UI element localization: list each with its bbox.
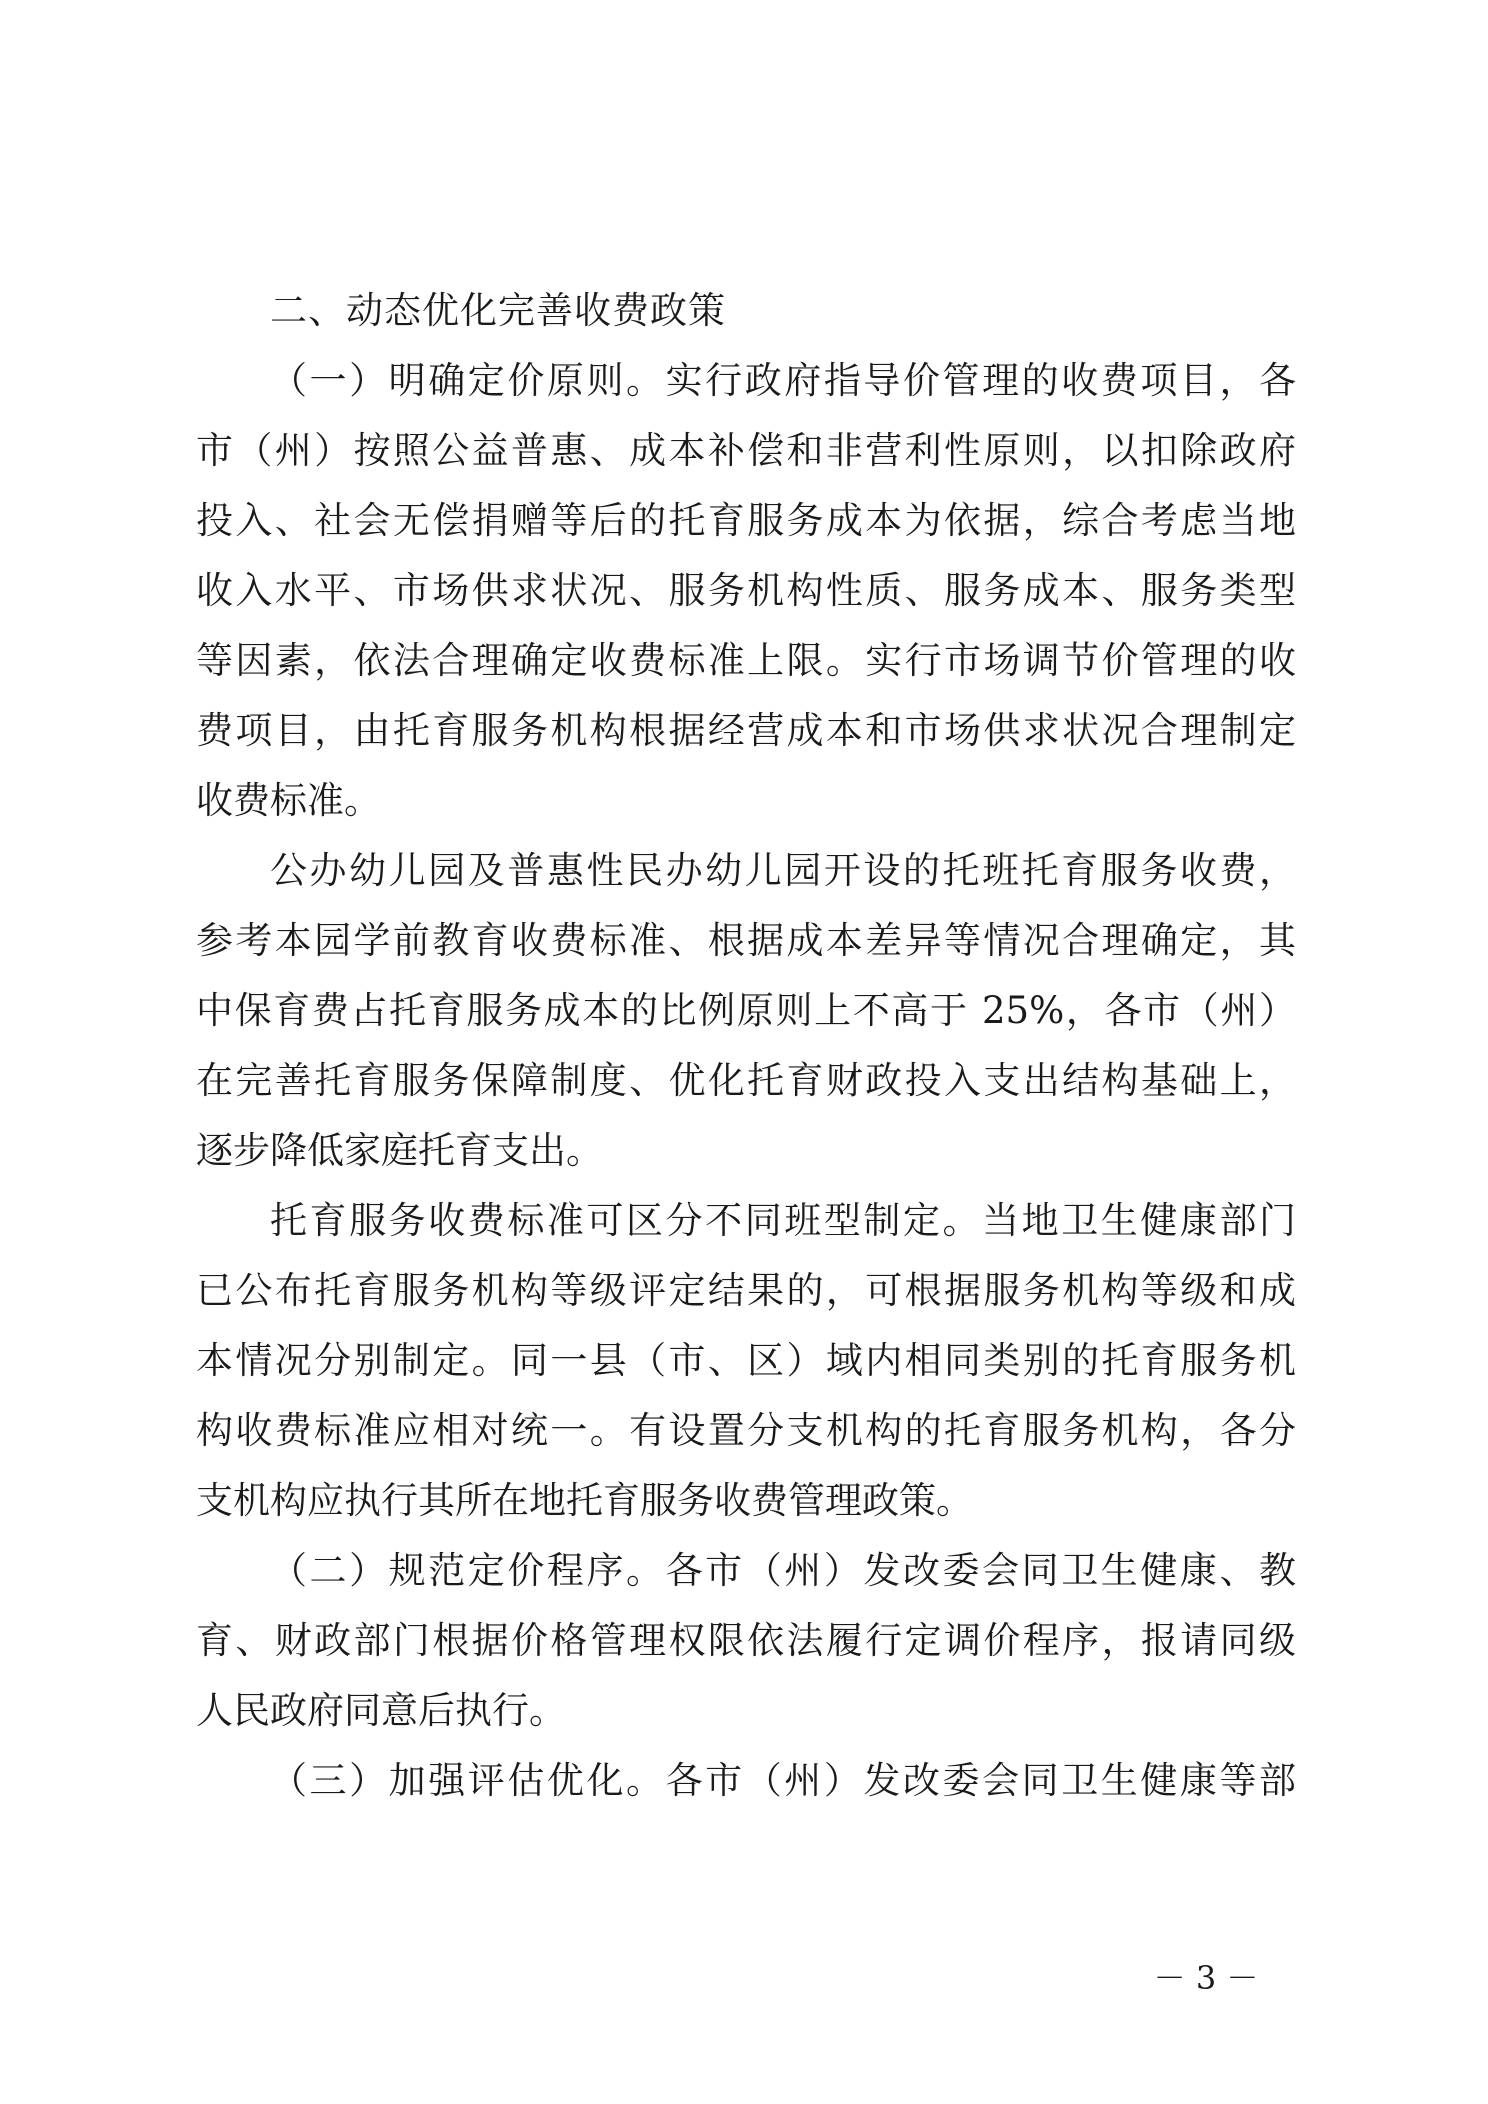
- paragraph-line: 公办幼儿园及普惠性民办幼儿园开设的托班托育服务收费，: [270, 849, 1296, 892]
- paragraph-line: 本情况分别制定。同一县（市、区）域内相同类别的托育服务机: [196, 1339, 1296, 1382]
- paragraph: [196, 1186, 1296, 1536]
- paragraph-line: 人民政府同意后执行。: [196, 1689, 566, 1732]
- paragraph-list: [196, 346, 1296, 1816]
- paragraph-line: 育、财政部门根据价格管理权限依法履行定调价程序，报请同级: [196, 1619, 1296, 1662]
- paragraph: [196, 346, 1296, 836]
- paragraph-line: 中保育费占托育服务成本的比例原则上不高于 25%，各市（州）: [196, 989, 1296, 1032]
- paragraph-line: 市（州）按照公益普惠、成本补偿和非营利性原则，以扣除政府: [196, 429, 1296, 472]
- paragraph-line: 逐步降低家庭托育支出。: [196, 1129, 603, 1172]
- paragraph: [196, 836, 1296, 1186]
- body-text: [196, 276, 1296, 1816]
- page-number: － 3 －: [1153, 1959, 1259, 1997]
- paragraph-line: 已公布托育服务机构等级评定结果的，可根据服务机构等级和成: [196, 1269, 1296, 1312]
- paragraph-line: 投入、社会无偿捐赠等后的托育服务成本为依据，综合考虑当地: [196, 499, 1296, 542]
- paragraph: [196, 1536, 1296, 1746]
- paragraph-line: （一）明确定价原则。实行政府指导价管理的收费项目，各: [270, 359, 1296, 402]
- paragraph-line: （二）规范定价程序。各市（州）发改委会同卫生健康、教: [270, 1549, 1296, 1592]
- paragraph-line: 等因素，依法合理确定收费标准上限。实行市场调节价管理的收: [196, 639, 1296, 682]
- paragraph: [196, 1746, 1296, 1816]
- paragraph-line: 构收费标准应相对统一。有设置分支机构的托育服务机构，各分: [196, 1409, 1296, 1452]
- paragraph-line: 费项目，由托育服务机构根据经营成本和市场供求状况合理制定: [196, 709, 1296, 752]
- paragraph-line: 收入水平、市场供求状况、服务机构性质、服务成本、服务类型: [196, 569, 1296, 612]
- section-heading: 二、动态优化完善收费政策: [270, 289, 726, 332]
- paragraph-line: 在完善托育服务保障制度、优化托育财政投入支出结构基础上，: [196, 1059, 1296, 1102]
- paragraph-line: 托育服务收费标准可区分不同班型制定。当地卫生健康部门: [270, 1199, 1296, 1242]
- paragraph-line: （三）加强评估优化。各市（州）发改委会同卫生健康等部: [270, 1759, 1296, 1802]
- paragraph-line: 支机构应执行其所在地托育服务收费管理政策。: [196, 1479, 973, 1522]
- paragraph-line: 参考本园学前教育收费标准、根据成本差异等情况合理确定，其: [196, 919, 1296, 962]
- paragraph-line: 收费标准。: [196, 779, 381, 822]
